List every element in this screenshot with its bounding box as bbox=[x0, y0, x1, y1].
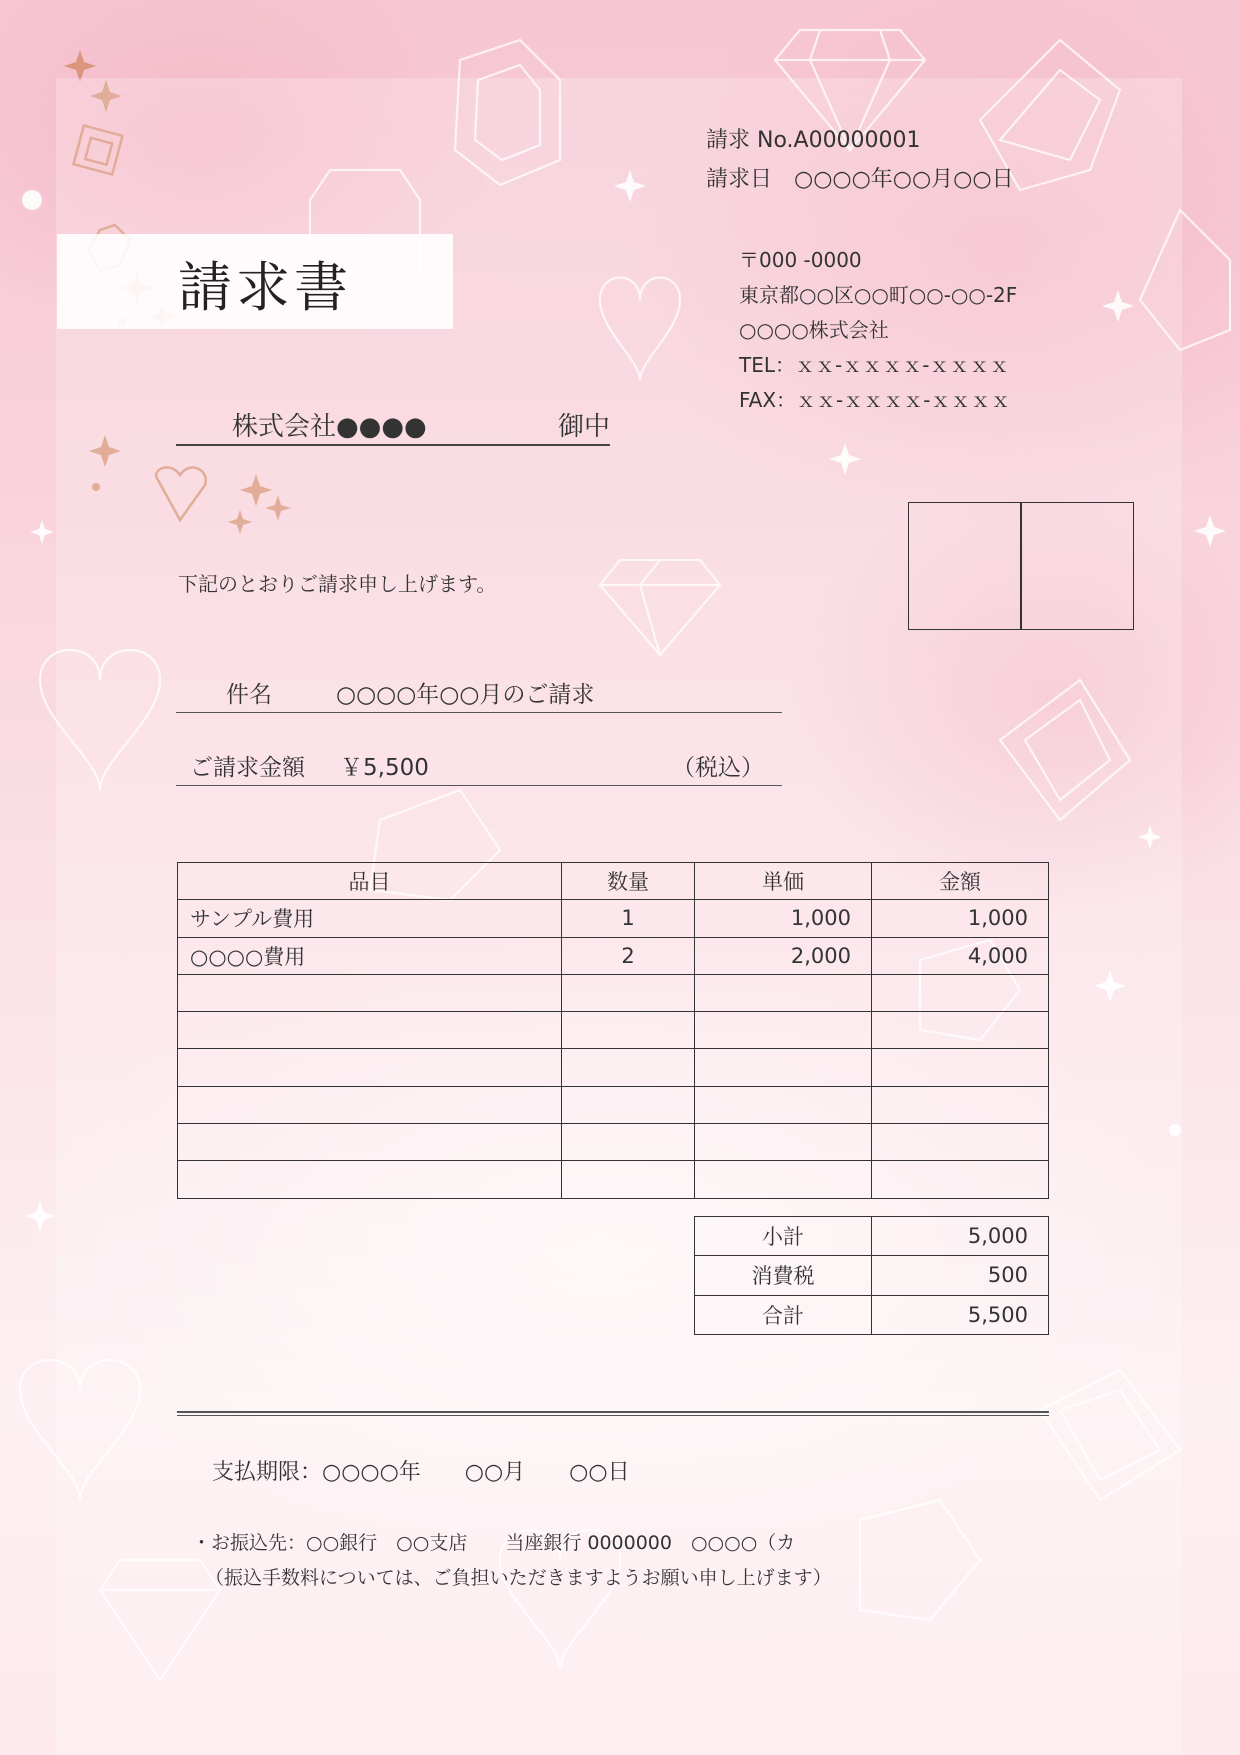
subtotal-row bbox=[695, 1217, 1049, 1256]
total-value: 5,500 bbox=[872, 1295, 1049, 1334]
sender-postal-code: 〒000 -0000 bbox=[739, 248, 862, 272]
tax-note: （税込） bbox=[672, 755, 764, 781]
invoice-number: 請求 No.A00000001 bbox=[706, 128, 921, 153]
sender-fax: FAX：ｘｘ-ｘｘｘｘ-ｘｘｘｘ bbox=[739, 388, 1011, 412]
totals-table bbox=[694, 1216, 1049, 1335]
subject-field bbox=[176, 672, 782, 713]
sender-tel: TEL：ｘｘ-ｘｘｘｘ-ｘｘｘｘ bbox=[739, 353, 1010, 377]
invoice-date: 請求日 ○○○○年○○月○○日 bbox=[706, 167, 1014, 192]
header-unit-price: 単価 bbox=[695, 863, 872, 900]
table-row bbox=[178, 1124, 1049, 1161]
table-row bbox=[178, 974, 1049, 1011]
amount-field bbox=[176, 745, 782, 786]
item-amount bbox=[872, 1124, 1049, 1161]
table-row bbox=[178, 1049, 1049, 1086]
item-quantity bbox=[562, 1012, 695, 1049]
item-name bbox=[178, 1124, 562, 1161]
subtotal-label: 小計 bbox=[695, 1217, 872, 1256]
item-quantity bbox=[562, 974, 695, 1011]
stamp-divider bbox=[1020, 503, 1022, 629]
recipient-line bbox=[176, 402, 610, 446]
subject-value: ○○○○年○○月のご請求 bbox=[336, 682, 595, 708]
item-unit-price bbox=[695, 1049, 872, 1086]
item-name bbox=[178, 1049, 562, 1086]
sender-company: ○○○○株式会社 bbox=[739, 318, 889, 342]
tax-value: 500 bbox=[872, 1256, 1049, 1295]
item-quantity bbox=[562, 1086, 695, 1123]
tax-row bbox=[695, 1256, 1049, 1295]
item-name bbox=[178, 1161, 562, 1198]
recipient-honorific: 御中 bbox=[557, 412, 610, 442]
item-quantity: 1 bbox=[562, 900, 695, 937]
item-amount bbox=[872, 1049, 1049, 1086]
item-unit-price: 2,000 bbox=[695, 937, 872, 974]
divider-line-top bbox=[177, 1411, 1049, 1413]
table-row bbox=[178, 900, 1049, 937]
table-row bbox=[178, 1012, 1049, 1049]
sender-address: 東京都○○区○○町○○-○○-2F bbox=[739, 283, 1018, 307]
table-row bbox=[178, 1161, 1049, 1198]
item-amount bbox=[872, 1086, 1049, 1123]
item-name: ○○○○費用 bbox=[178, 937, 562, 974]
bank-info: ・お振込先：○○銀行 ○○支店 当座銀行 0000000 ○○○○（カ bbox=[192, 1532, 796, 1554]
amount-value: ￥5,500 bbox=[340, 755, 429, 781]
item-unit-price bbox=[695, 1012, 872, 1049]
item-name bbox=[178, 1012, 562, 1049]
item-quantity bbox=[562, 1049, 695, 1086]
recipient-name: 株式会社●●●● bbox=[232, 412, 427, 442]
item-quantity: 2 bbox=[562, 937, 695, 974]
item-name bbox=[178, 974, 562, 1011]
item-quantity bbox=[562, 1124, 695, 1161]
item-quantity bbox=[562, 1161, 695, 1198]
fee-note: （振込手数料については、ご負担いただきますようお願い申し上げます） bbox=[205, 1567, 832, 1589]
item-unit-price bbox=[695, 1161, 872, 1198]
header-amount: 金額 bbox=[872, 863, 1049, 900]
document-title: 請求書 bbox=[178, 256, 352, 319]
stamp-box bbox=[908, 502, 1134, 630]
tax-label: 消費税 bbox=[695, 1256, 872, 1295]
sender-block bbox=[739, 243, 1017, 418]
item-amount bbox=[872, 974, 1049, 1011]
header-item: 品目 bbox=[178, 863, 562, 900]
item-unit-price: 1,000 bbox=[695, 900, 872, 937]
item-amount: 1,000 bbox=[872, 900, 1049, 937]
subtotal-value: 5,000 bbox=[872, 1217, 1049, 1256]
payment-due: 支払期限：○○○○年 ○○月 ○○日 bbox=[212, 1460, 630, 1485]
items-header-row bbox=[178, 863, 1049, 900]
divider-line-bottom bbox=[177, 1415, 1049, 1416]
intro-text: 下記のとおりご請求申し上げます。 bbox=[178, 572, 497, 596]
item-amount bbox=[872, 1161, 1049, 1198]
amount-label: ご請求金額 bbox=[190, 755, 305, 781]
table-row bbox=[178, 937, 1049, 974]
item-unit-price bbox=[695, 974, 872, 1011]
subject-label: 件名 bbox=[226, 682, 272, 708]
item-amount: 4,000 bbox=[872, 937, 1049, 974]
total-label: 合計 bbox=[695, 1295, 872, 1334]
total-row bbox=[695, 1295, 1049, 1334]
item-amount bbox=[872, 1012, 1049, 1049]
items-table bbox=[177, 862, 1049, 1199]
item-name: サンプル費用 bbox=[178, 900, 562, 937]
item-unit-price bbox=[695, 1124, 872, 1161]
header-quantity: 数量 bbox=[562, 863, 695, 900]
item-name bbox=[178, 1086, 562, 1123]
item-unit-price bbox=[695, 1086, 872, 1123]
table-row bbox=[178, 1086, 1049, 1123]
